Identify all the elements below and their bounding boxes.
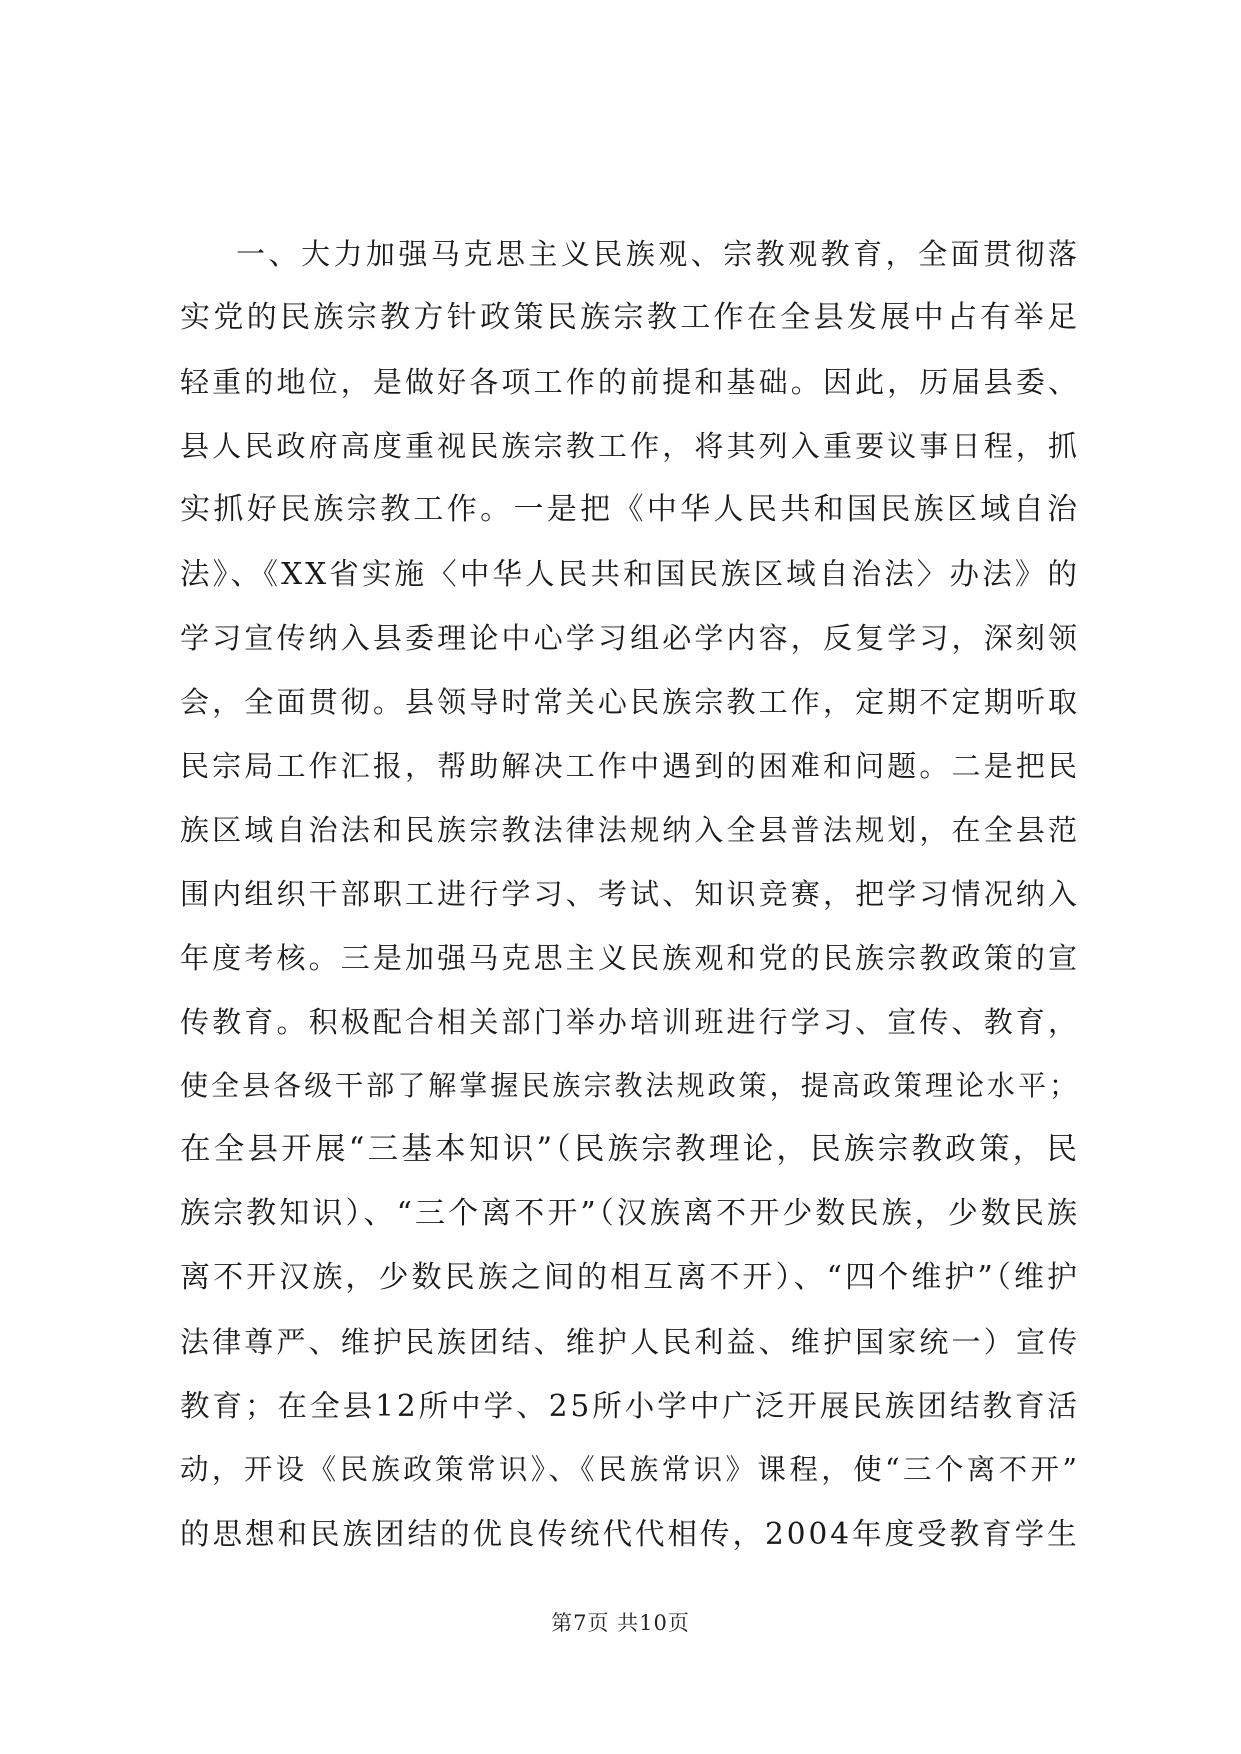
text-line: 教育；在全县12所中学、25所小学中广泛开展民族团结教育活 bbox=[180, 1389, 1080, 1423]
text-line: 年度考核。三是加强马克思主义民族观和党的民族宗教政策的宣 bbox=[180, 941, 1080, 975]
text-line: 在全县开展“三基本知识”（民族宗教理论，民族宗教政策，民 bbox=[180, 1132, 1080, 1167]
text-line: 一、大力加强马克思主义民族观、宗教观教育，全面贯彻落 bbox=[236, 237, 1080, 271]
text-line: 实党的民族宗教方针政策民族宗教工作在全县发展中占有举足 bbox=[180, 300, 1080, 335]
text-line: 县人民政府高度重视民族宗教工作，将其列入重要议事日程，抓 bbox=[180, 429, 1080, 463]
text-line: 传教育。积极配合相关部门举办培训班进行学习、宣传、教育， bbox=[180, 1005, 1080, 1039]
text-line: 法》、《XX省实施〈中华人民共和国民族区域自治法〉办法》的 bbox=[180, 557, 1080, 591]
text-line: 使全县各级干部了解掌握民族宗教法规政策，提高政策理论水平； bbox=[180, 1069, 1080, 1102]
text-line: 的思想和民族团结的优良传统代代相传，2004年度受教育学生 bbox=[180, 1517, 1080, 1551]
text-line: 学习宣传纳入县委理论中心学习组必学内容，反复学习，深刻领 bbox=[180, 621, 1080, 655]
text-line: 动，开设《民族政策常识》、《民族常识》课程，使“三个离不开” bbox=[180, 1453, 1080, 1486]
text-line: 会，全面贯彻。县领导时常关心民族宗教工作，定期不定期听取 bbox=[180, 685, 1080, 719]
text-line: 族宗教知识）、“三个离不开”（汉族离不开少数民族，少数民族 bbox=[180, 1196, 1080, 1231]
text-line: 离不开汉族，少数民族之间的相互离不开）、“四个维护”（维护 bbox=[180, 1260, 1080, 1295]
text-line: 族区域自治法和民族宗教法律法规纳入全县普法规划，在全县范 bbox=[180, 813, 1080, 847]
text-line: 围内组织干部职工进行学习、考试、知识竞赛，把学习情况纳入 bbox=[180, 877, 1080, 911]
body-paragraph bbox=[180, 222, 1080, 1566]
text-line: 实抓好民族宗教工作。一是把《中华人民共和国民族区域自治 bbox=[180, 492, 1080, 527]
text-line: 民宗局工作汇报，帮助解决工作中遇到的困难和问题。二是把民 bbox=[180, 749, 1080, 783]
page-number-footer: 第7页 共10页 bbox=[551, 1611, 690, 1635]
text-line: 法律尊严、维护民族团结、维护人民利益、维护国家统一）宣传 bbox=[180, 1325, 1080, 1359]
text-line: 轻重的地位，是做好各项工作的前提和基础。因此，历届县委、 bbox=[180, 365, 1080, 399]
